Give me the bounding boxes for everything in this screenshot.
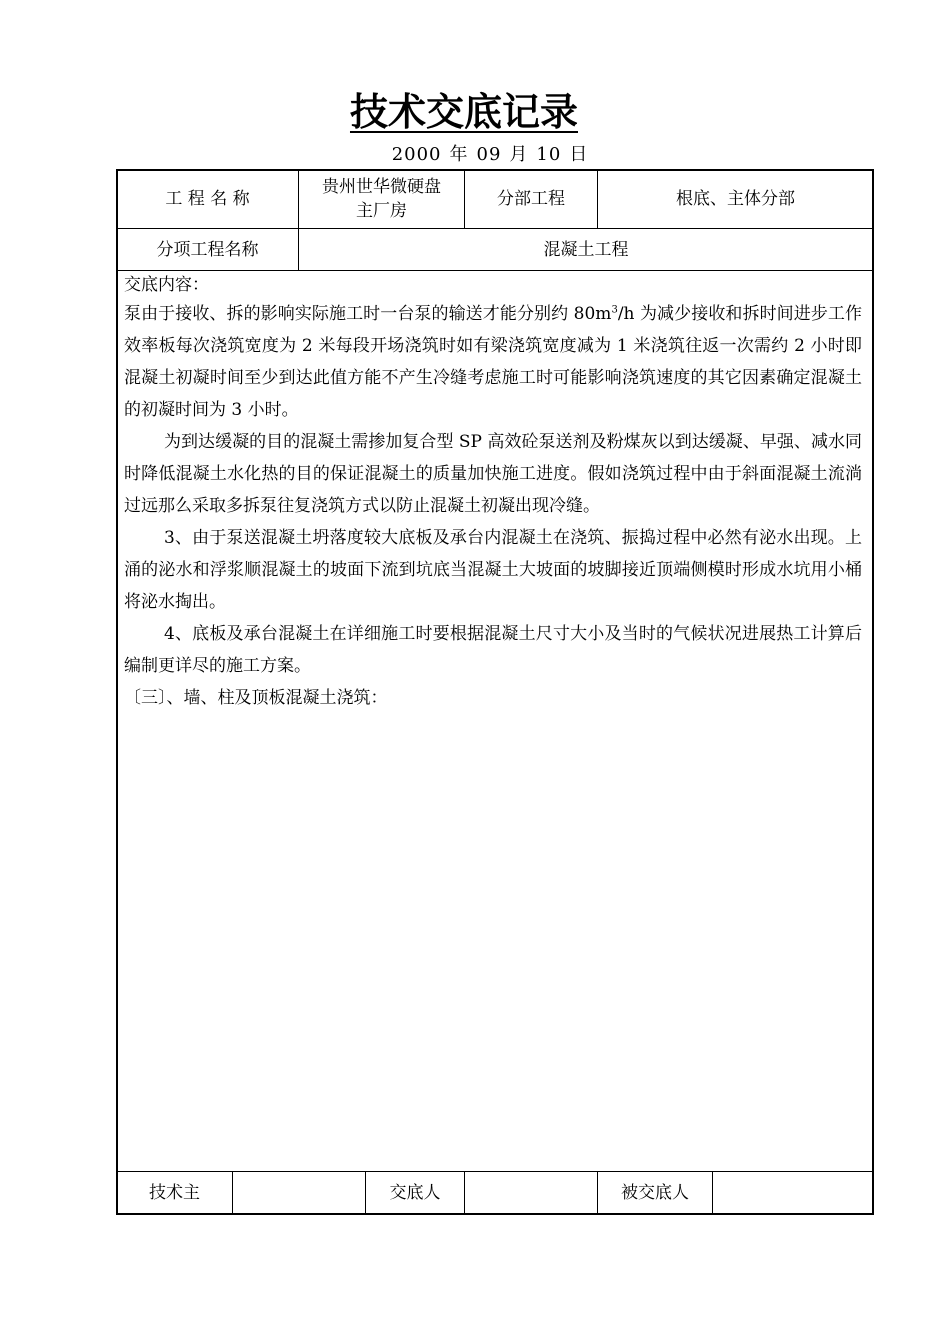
presenter-label: 交底人 [389,1182,441,1203]
subitem-label: 分项工程名称 [156,239,259,260]
content-paragraph-3: 3、由于泵送混凝土坍落度较大底板及承台内混凝土在浇筑、振捣过程中必然有泌水出现。上涌的泌水和浮浆顺混凝土的坡面下流到坑底当混凝土大坡面的坡脚接近顶端侧模时形成水坑用小桶将泌水掏出。 [124,528,862,612]
content-paragraph-1: 泵由于接收、拆的影响实际施工时一台泵的输送才能分别约 $80m^3/h$ 为减少接收和拆时间进步工作效率板每次浇筑宽度为 2 米每段开场浇筑时如有梁浇筑宽度减为 1 米浇筑往返一次需约 2 小时即混凝土初凝时间至少到达此值方能不产生冷缝考虑施工时可能影响浇筑速度的其它因素确定混凝土的初凝时间为 3 小时。 [124,304,862,420]
presenter-signature-field[interactable] [465,1172,597,1213]
content-paragraph-5: 〔三〕、墙、柱及顶板混凝土浇筑： [124,688,388,708]
tech-lead-label: 技术主 [149,1182,200,1203]
date-day: 10 [536,144,562,165]
date-month: 09 [476,144,502,165]
date-month-label: 月 [509,144,529,165]
content-heading: 交底内容： [124,275,209,295]
content-paragraph-2: 为到达缓凝的目的混凝土需掺加复合型 SP 高效砼泵送剂及粉煤灰以到达缓凝、早强、减水同时降低混凝土水化热的目的保证混凝土的质量加快施工进度。假如浇筑过程中由于斜面混凝土流淌过远那么采取多拆泵往复浇筑方式以防止混凝土初凝出现冷缝。 [124,432,862,516]
date-year: 2000 [391,144,442,165]
content-paragraph-4: 4、底板及承台混凝土在详细施工时要根据混凝土尺寸大小及当时的气候状况进展热工计算后编制更详尽的施工方案。 [124,624,862,676]
table-rule [117,270,873,271]
division-label: 分部工程 [497,189,565,209]
date-day-label: 日 [569,144,589,165]
division-value: 根底、主体分部 [676,189,795,209]
project-name-label: 工 程 名 称 [165,189,250,209]
document-date [0,143,950,167]
subitem-value: 混凝土工程 [543,239,629,260]
project-name-value [299,170,464,228]
disclosure-content [124,272,862,714]
recipient-label: 被交底人 [621,1182,689,1203]
date-year-label: 年 [449,144,469,165]
recipient-signature-field[interactable] [713,1172,873,1213]
tech-lead-signature-field[interactable] [233,1172,365,1213]
project-name-value-line1: 贵州世华微硬盘 [322,177,441,197]
document-title: 技术交底记录 [349,89,578,134]
project-name-value-line2: 主厂房 [356,201,407,221]
